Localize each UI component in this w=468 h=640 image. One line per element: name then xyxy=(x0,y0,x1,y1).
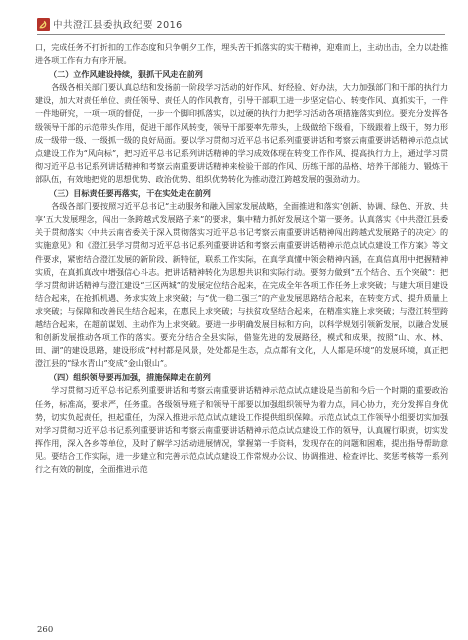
header-title: 中共澄江县委执政纪要 2016 xyxy=(53,20,183,31)
running-header xyxy=(37,16,447,32)
party-emblem-icon xyxy=(37,18,50,31)
body-paragraph: 口，完成任务不打折扣的工作态度和只争朝夕工作，埋头苦干抓落实的实干精神，迎难而上，主动出击，全力以赴推进各项工作有力有序开展。 xyxy=(35,42,448,66)
section-heading: （二）立作风建设持续，狠抓干风走在前列 xyxy=(49,69,203,80)
body-paragraph: 各级各相关部门要认真总结和发扬前一阶段学习活动的好作风、好经验、好办法，大力加强部门和干部的执行力建设，加大对责任单位、责任领导、责任人的作风教育，引导干部职工进一步坚定信心、转变作风、真抓实干，一件一件地研究，一项一项的督促，一步一个脚印抓落实，以过硬的执行力把学习活动各项措施落实到位。要充分发挥各级领导干部的示范带头作用，促进干部作风转变，领导干部要率先带头，上级做给下级看，下级跟着上级干，努力形成一级带一级、一级抓一级的良好局面。要以学习贯彻习近平总书记系列重要讲话和考察云南重要讲话精神示范点试点建设工作为“风向标”，把习近平总书记系列讲话精神的学习成效体现在转变工作作风、提高执行力上，通过学习贯彻习近平总书记系列讲话精神和考察云南重要讲话精神来检验干部的作风、历练干部的品格、培养干部能力、锻炼干部队伍，有效地把党的思想优势、政治优势、组织优势转化为推动澄江跨越发展的强劲动力。 xyxy=(35,82,448,184)
body-paragraph: 各级各部门要按照习近平总书记“主动服务和融入国家发展战略，全面推进和落实‘创新、协调、绿色、开放、共享’五大发展理念，闯出一条跨越式发展路子来”的要求，集中精力抓好发展这个第一要务。认真落实《中共澄江县委关于贯彻落实〈中共云南省委关于深入贯彻落实习近平总书记考察云南重要讲话精神闯出跨越式发展路子的决定〉的实施意见》和《澄江县学习贯彻习近平总书记系列重要讲话和考察云南重要讲话精神示范点试点建设工作方案》等文件要求，紧密结合澄江发展的新阶段、新特征，联系工作实际，在真学真懂中领会精神内涵，在真信真用中把握精神实质，在真抓真改中增强信心斗志。把讲话精神转化为思想共识和实际行动。要努力做到“五个结合、五个突破”：把学习贯彻讲话精神与澄江建设“三区两城”的发展定位结合起来，在完成全年各项工作任务上求突破；与建大项目建设结合起来，在抢抓机遇、务求实效上求突破；与“优一稳二强三”的产业发展思路结合起来，在转变方式、提升质量上求突破；与保障和改善民生结合起来，在惠民上求突破；与扶贫攻坚结合起来，在精准实施上求突破；与澄江转型跨越结合起来，在超前谋划、主动作为上求突破。要进一步明确发展目标和方向，以科学规划引领新发展，以融合发展和创新发展推动各项工作的落实。要充分结合全县实际，借鉴先进的发展路径，模式和成果，按照“山、水、林、田、湖”的建设思路，建设形成“村村都是风景，处处都是生态，点点都有文化，人人都是环境”的发展环境，真正把澄江县的“绿水青山”变成“金山银山”。 xyxy=(35,201,448,369)
document-body xyxy=(35,41,448,621)
page-number: 260 xyxy=(37,625,54,635)
body-paragraph: 学习贯彻习近平总书记系列重要讲话和考察云南重要讲话精神示范点试点建设是当前和今后一个时期的重要政治任务，标准高，要求严，任务重。各级领导班子和领导干部要以加强组织领导为着力点，同心协力，充分发挥自身优势，切实负起责任，担起重任，为深入推进示范点试点建设工作提供组织保障。示范点试点工作领导小组要切实加强对学习贯彻习近平总书记系列重要讲话和考察云南重要讲话精神示范点试点建设工作的领导，认真履行职责，切实发挥作用，深入各乡等单位，及时了解学习活动进展情况，掌握第一手资料，发现存在的问题和困难，提出指导帮助意见。要结合工作实际，进一步建立和完善示范点试点建设工作常规办公议、协调推进、检查评比、奖惩考核等一系列行之有效的制度，全面推进示范 xyxy=(35,385,448,474)
section-heading: （四）组织领导要再加强，措施保障走在前列 xyxy=(49,372,211,383)
section-heading: （三）目标责任要再落实，干在实处走在前列 xyxy=(49,188,211,199)
header-divider xyxy=(37,34,445,35)
